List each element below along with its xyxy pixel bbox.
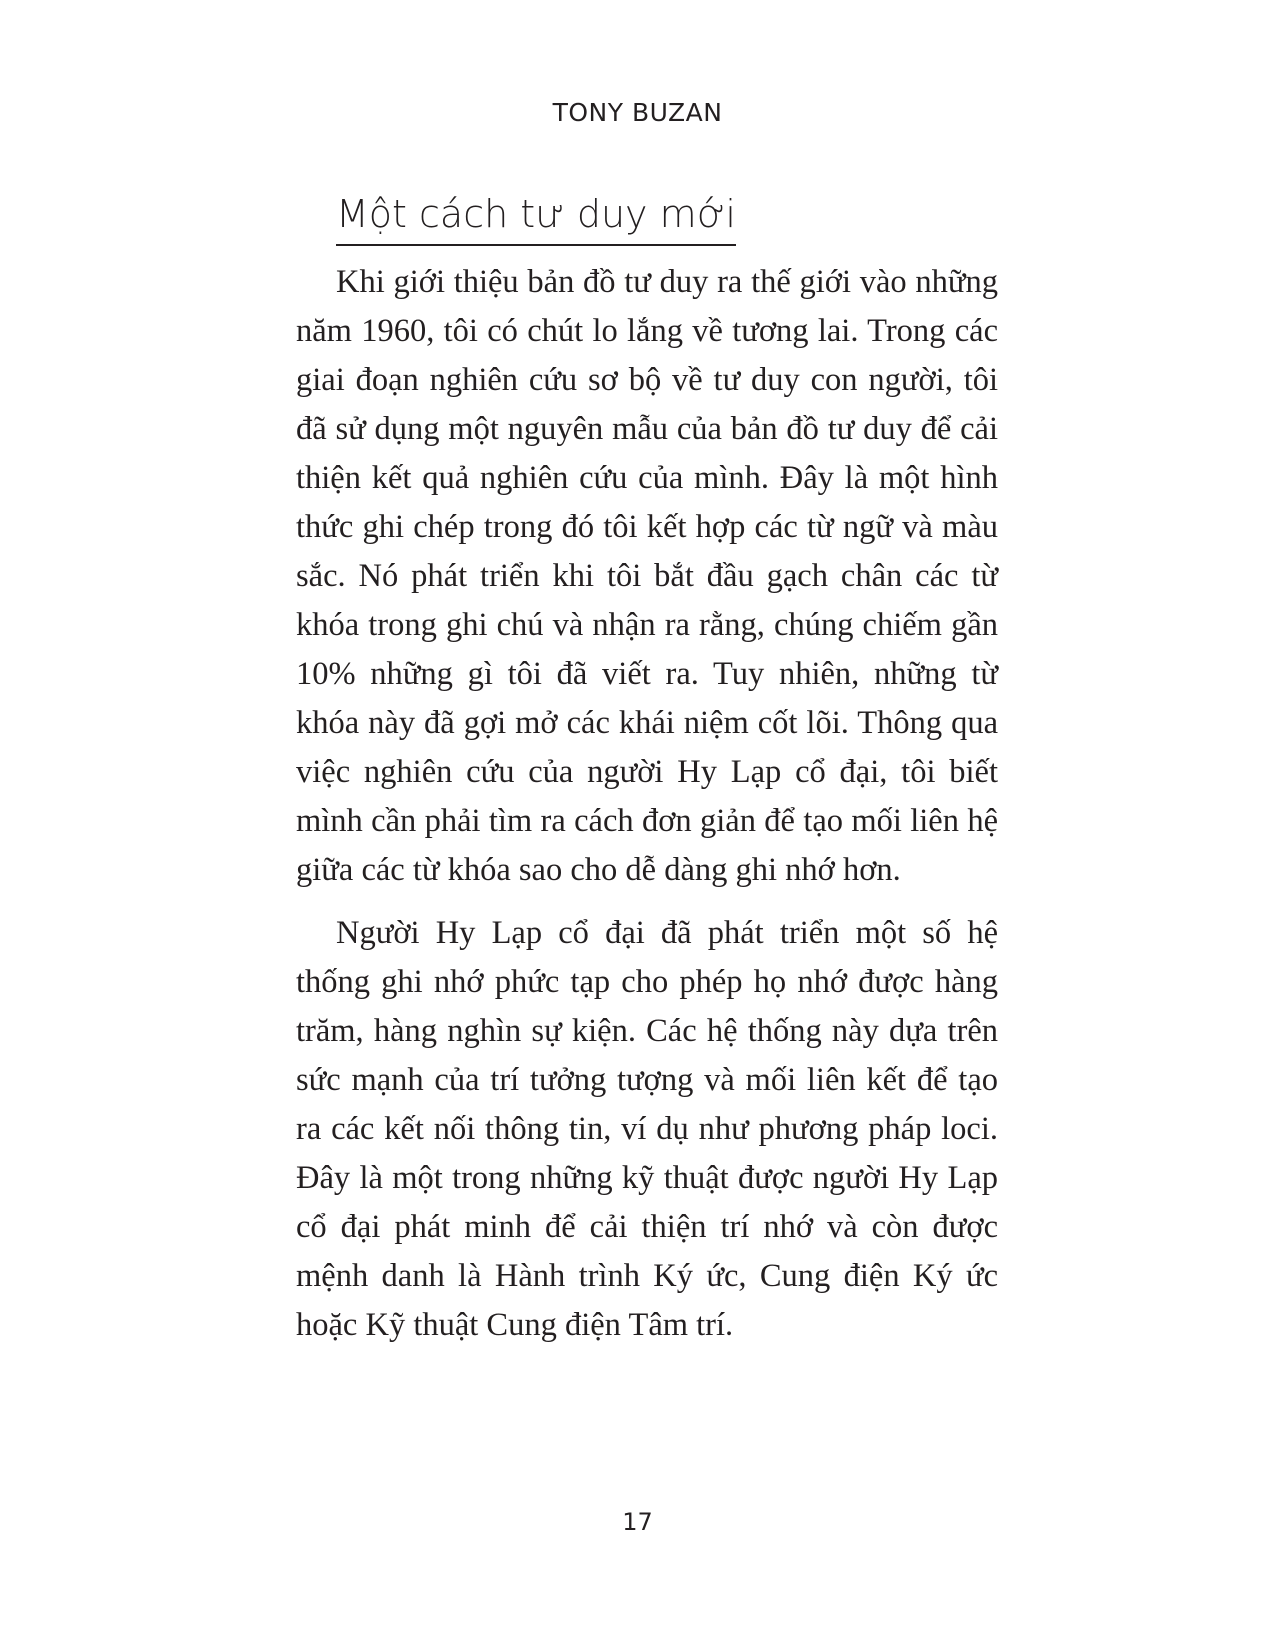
section-title: Một cách tư duy mới xyxy=(336,190,736,246)
running-header-author: TONY BUZAN xyxy=(552,98,723,127)
page-number: 17 xyxy=(622,1508,653,1536)
paragraph-2: Người Hy Lạp cổ đại đã phát triển một số hệ thống ghi nhớ phức tạp cho phép họ nhớ được hàng trăm, hàng nghìn sự kiện. Các hệ thống này dựa trên sức mạnh của trí tưởng tượng và mối liên kết để tạo ra các kết nối thông tin, ví dụ như phương pháp loci. Đây là một trong những kỹ thuật được người Hy Lạp cổ đại phát minh để cải thiện trí nhớ và còn được mệnh danh là Hành trình Ký ức, Cung điện Ký ức hoặc Kỹ thuật Cung điện Tâm trí. xyxy=(296,915,998,1343)
body-text xyxy=(296,258,998,1364)
paragraph-1: Khi giới thiệu bản đồ tư duy ra thế giới vào những năm 1960, tôi có chút lo lắng về tương lai. Trong các giai đoạn nghiên cứu sơ bộ về tư duy con người, tôi đã sử dụng một nguyên mẫu của bản đồ tư duy để cải thiện kết quả nghiên cứu của mình. Đây là một hình thức ghi chép trong đó tôi kết hợp các từ ngữ và màu sắc. Nó phát triển khi tôi bắt đầu gạch chân các từ khóa trong ghi chú và nhận ra rằng, chúng chiếm gần 10% những gì tôi đã viết ra. Tuy nhiên, những từ khóa này đã gợi mở các khái niệm cốt lõi. Thông qua việc nghiên cứu của người Hy Lạp cổ đại, tôi biết mình cần phải tìm ra cách đơn giản để tạo mối liên hệ giữa các từ khóa sao cho dễ dàng ghi nhớ hơn. xyxy=(296,264,998,888)
